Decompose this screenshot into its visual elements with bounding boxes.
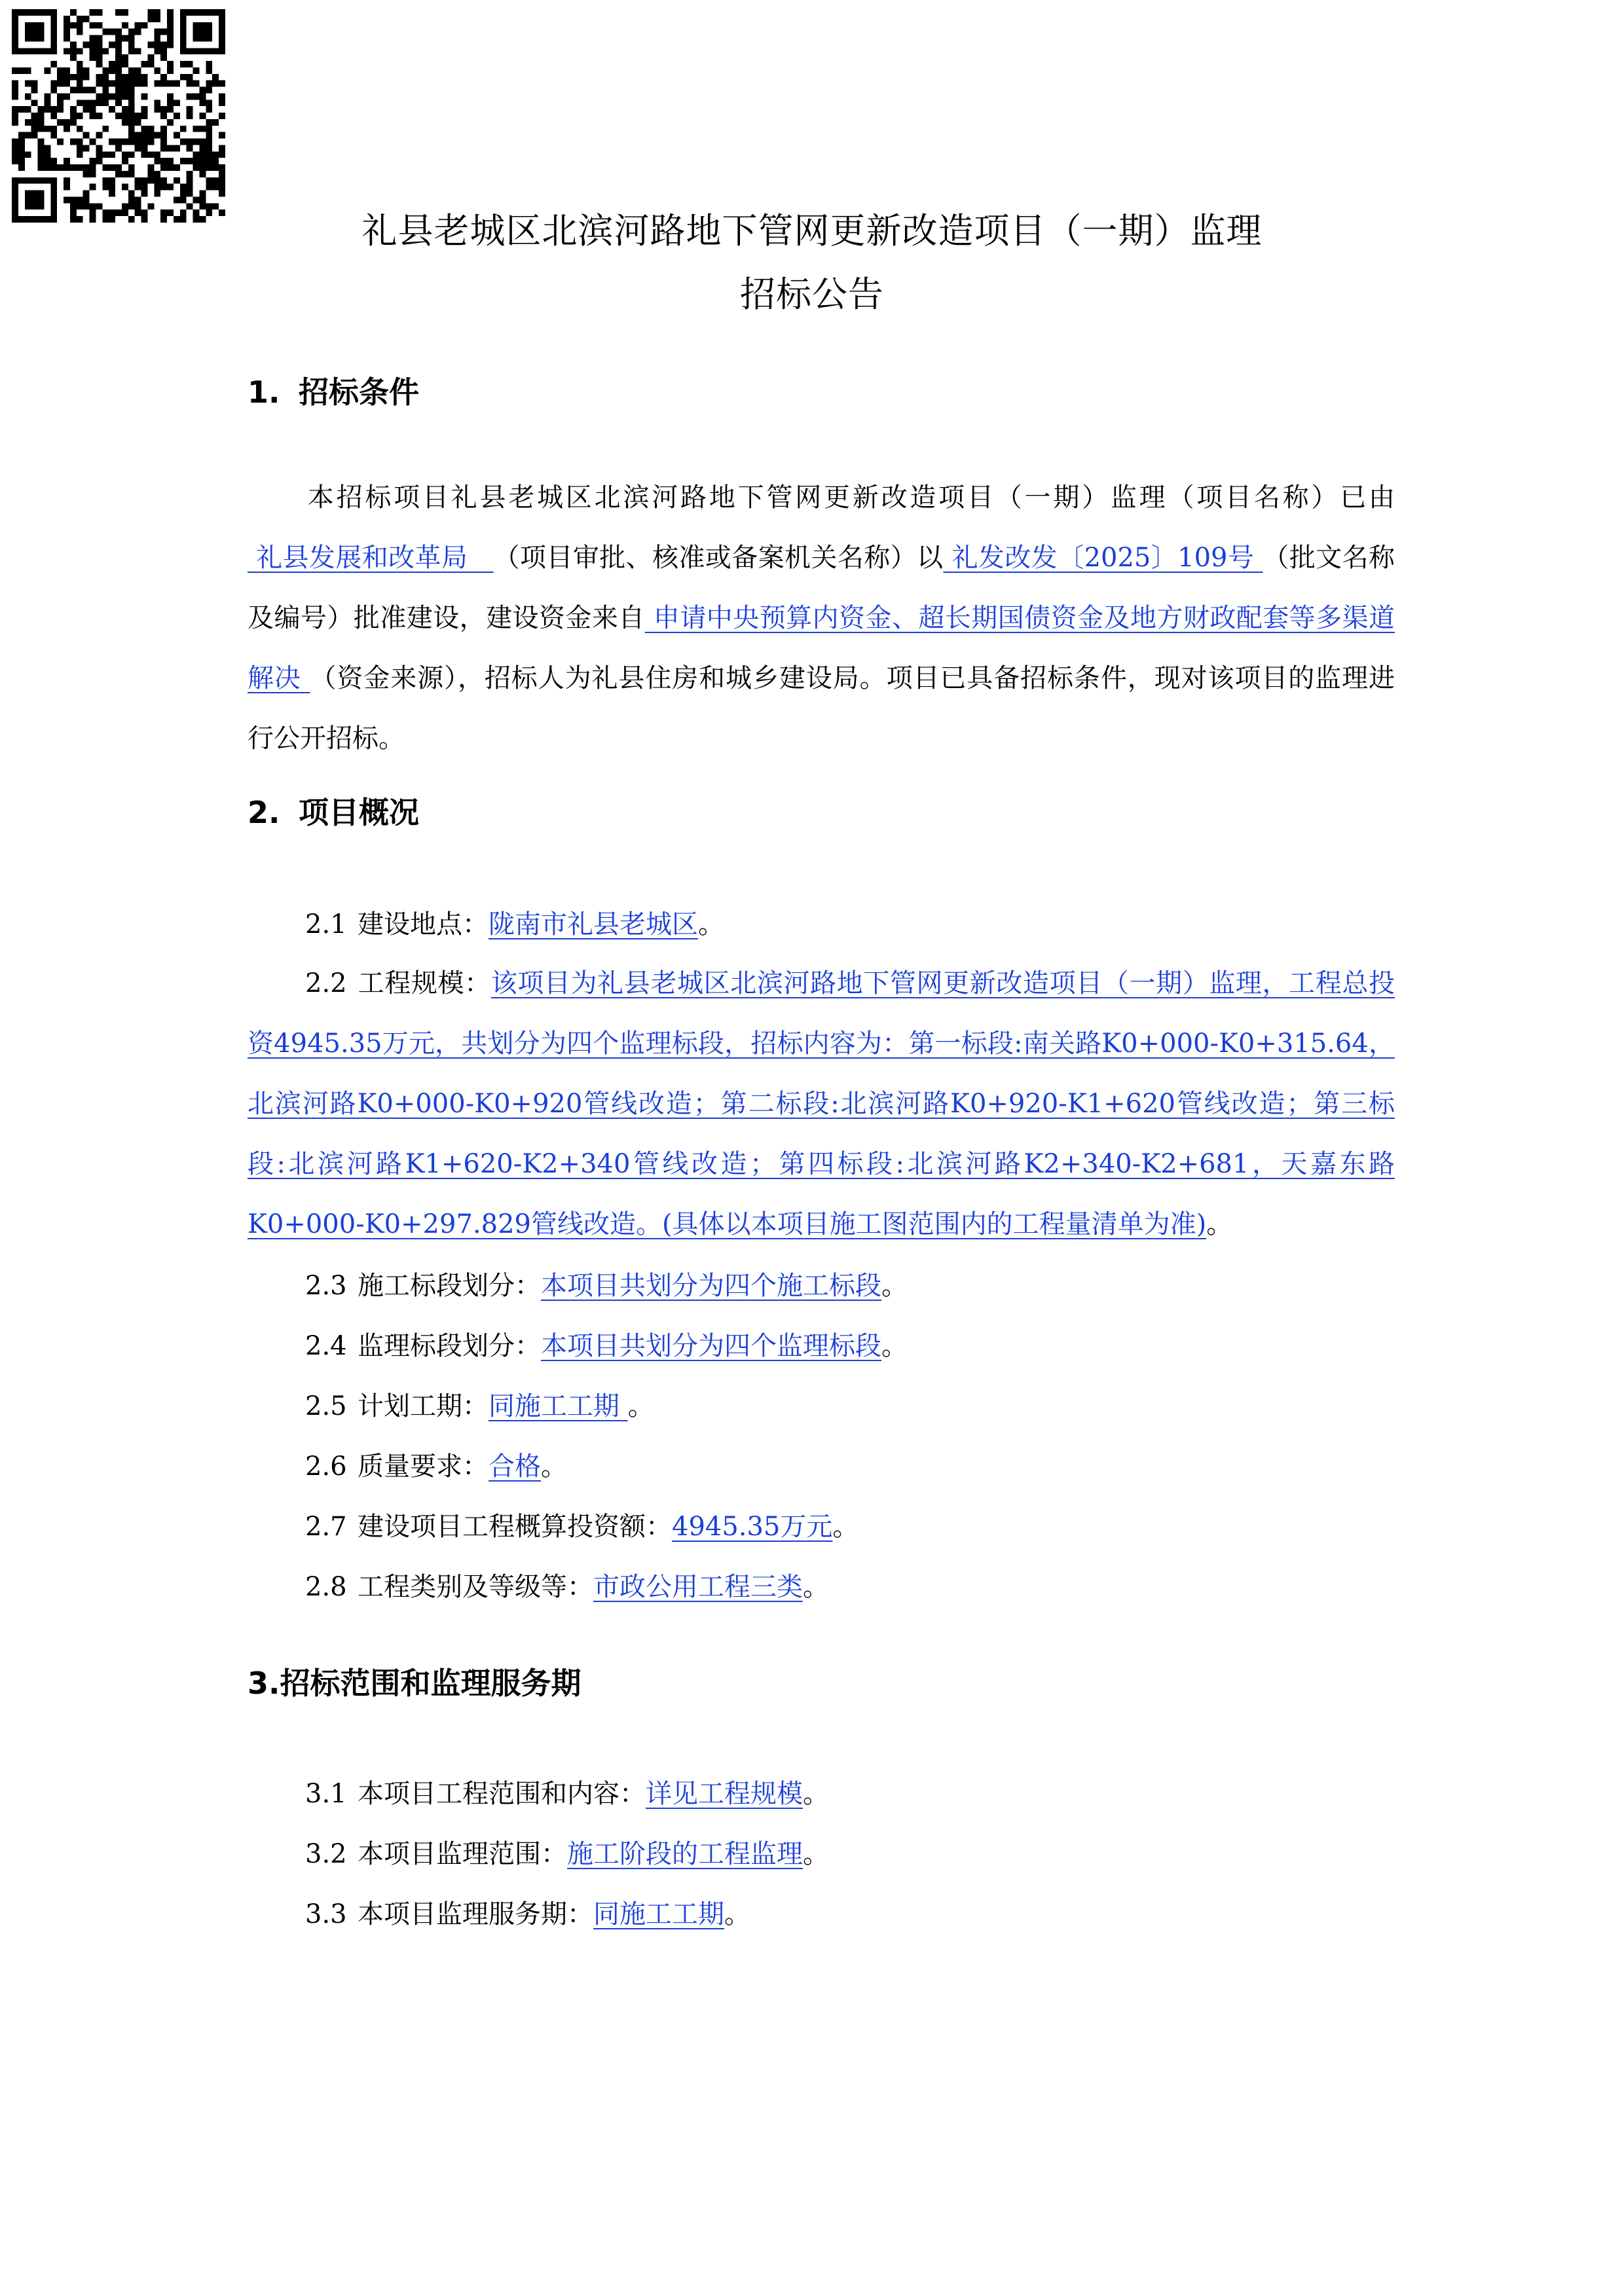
item-number: 2.8 [305,1572,347,1602]
section-number: 2. [248,795,280,830]
item-value-link[interactable]: 4945.35万元 [672,1512,833,1542]
document-subtitle: 招标公告 [740,274,884,315]
qr-code-icon [12,9,225,223]
item-number: 2.6 [305,1451,347,1482]
funding-source-link[interactable]: 申请中央预算内资金、超长期国债资金及地方财政配套等多渠道解决 [248,603,1395,693]
item-label: 工程规模： [358,968,491,998]
item-value-link[interactable]: 该项目为礼县老城区北滨河路地下管网更新改造项目（一期）监理，工程总投资4945.35万元，共划分为四个监理标段，招标内容为：第一标段:南关路K0+000-K0+315.64，北滨河路K0+000-K0+920管线改造；第二标段:北滨河路K0+920-K1+620管线改造；第三标段:北滨河路K1+620-K2+340管线改造；第四标段:北滨河路K2+340-K2+681，天嘉东路K0+000-K0+297.829管线改造。(具体以本项目施工图范围内的工程量清单为准) [248,968,1395,1239]
item-label: 本项目工程范围和内容： [358,1779,646,1809]
list-item [305,1453,567,1480]
item-value-link[interactable]: 同施工工期 [489,1391,628,1421]
item-number: 2.1 [305,909,347,939]
item-end: 。 [803,1839,829,1869]
item-end: 。 [627,1391,654,1421]
section-number: 1. [248,374,280,410]
item-number: 2.7 [305,1512,347,1542]
paragraph-text: （批文名称及编号）批准建设，建设资金来自 [248,543,1395,633]
list-item [305,1393,654,1419]
item-label: 施工标段划分： [358,1271,541,1301]
item-end: 。 [541,1451,567,1482]
section-1-paragraph [248,467,1395,769]
approver-link[interactable]: 礼县发展和改革局 [248,543,494,573]
item-end: 。 [1206,1209,1233,1239]
item-label: 本项目监理范围： [358,1839,567,1869]
item-label: 质量要求： [358,1451,489,1482]
section-number: 3. [248,1666,280,1701]
item-value-link[interactable]: 市政公用工程三类 [593,1572,803,1602]
approval-doc-link[interactable]: 礼发改发〔2025〕109号 [943,543,1263,573]
section-2-heading [248,797,419,828]
item-label: 本项目监理服务期： [358,1899,593,1929]
item-number: 3.3 [305,1899,347,1929]
paragraph-text: （项目审批、核准或备案机关名称）以 [493,543,944,573]
section-title: 招标条件 [299,374,419,410]
item-number: 3.2 [305,1839,347,1869]
item-label: 工程类别及等级等： [358,1572,593,1602]
item-number: 3.1 [305,1779,347,1809]
list-item [305,1901,750,1927]
list-item [305,1273,908,1299]
item-number: 2.5 [305,1391,347,1421]
item-end: 。 [803,1572,829,1602]
item-number: 2.3 [305,1271,347,1301]
list-item [305,1781,829,1807]
item-end: 。 [724,1899,750,1929]
section-1-heading [248,374,419,410]
list-item [305,1574,829,1600]
section-title: 项目概况 [299,795,419,830]
section-3-heading [248,1666,581,1701]
item-label: 建设地点： [358,909,489,939]
qr-code [12,9,225,223]
paragraph-text: 本招标项目礼县老城区北滨河路地下管网更新改造项目（一期）监理（项目名称）已由 [305,483,1395,513]
document-title: 礼县老城区北滨河路地下管网更新改造项目（一期）监理 [361,210,1263,251]
item-end: 。 [881,1331,908,1361]
list-item-scale [248,953,1395,1254]
item-label: 建设项目工程概算投资额： [358,1512,672,1542]
list-item [305,1841,829,1867]
item-value-link[interactable]: 详见工程规模 [646,1779,803,1809]
item-end: 。 [698,909,724,939]
item-value-link[interactable]: 本项目共划分为四个监理标段 [541,1331,881,1361]
item-number: 2.4 [305,1331,347,1361]
list-item [305,911,724,938]
item-value-link[interactable]: 施工阶段的工程监理 [567,1839,803,1869]
item-value-link[interactable]: 同施工工期 [593,1899,724,1929]
item-end: 。 [881,1271,908,1301]
list-item [305,1333,908,1359]
list-item [305,1514,858,1540]
item-label: 监理标段划分： [358,1331,541,1361]
item-value-link[interactable]: 本项目共划分为四个施工标段 [541,1271,881,1301]
section-title: 招标范围和监理服务期 [280,1666,581,1701]
item-label: 计划工期： [358,1391,489,1421]
item-end: 。 [803,1779,829,1809]
item-end: 。 [832,1512,859,1542]
paragraph-text: （资金来源），招标人为礼县住房和城乡建设局。项目已具备招标条件，现对该项目的监理进行公开招标。 [248,663,1395,754]
item-number: 2.2 [305,968,347,998]
item-value-link[interactable]: 合格 [489,1451,541,1482]
item-value-link[interactable]: 陇南市礼县老城区 [489,909,698,939]
